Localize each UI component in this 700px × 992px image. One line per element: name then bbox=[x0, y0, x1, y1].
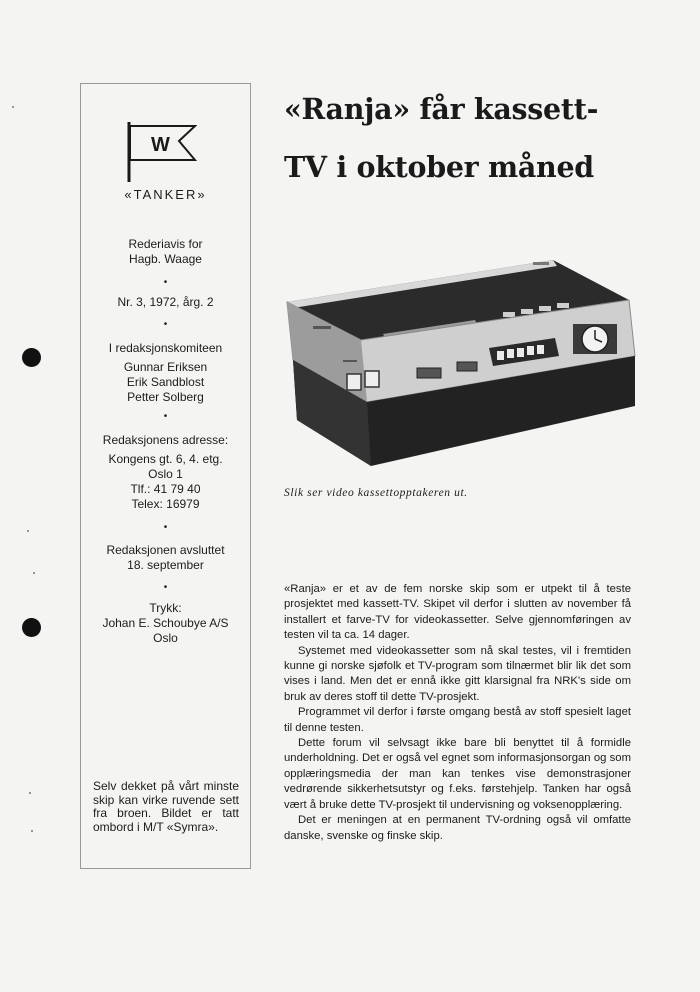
printer: Trykk: Johan E. Schoubye A/S Oslo bbox=[102, 601, 229, 645]
binder-hole-top bbox=[22, 348, 41, 367]
issue-number: Nr. 3, 1972, årg. 2 bbox=[117, 295, 214, 309]
paragraph: «Ranja» er et av de fem norske skip som er utpekt til å teste prosjektet med kassett-TV. Skipet vil derfor i slutten av november få installert et farve-TV for videokassetter. Selve gjennomføringen av testen vil ta ca. 14 dager. bbox=[284, 583, 631, 642]
editorial-address: Redaksjonens adresse: Kongens gt. 6, 4. etg. Oslo 1 Tlf.: 41 79 40 Telex: 16979 bbox=[102, 433, 229, 511]
publisher: Rederiavis for Hagb. Waage bbox=[128, 237, 203, 266]
flag-letter: W bbox=[151, 134, 170, 156]
separator-dot: • bbox=[163, 582, 168, 593]
committee: I redaksjonskomiteen Gunnar Eriksen Erik Sandblost Petter Solberg bbox=[108, 341, 223, 404]
separator-dot: • bbox=[163, 411, 168, 422]
scan-speck bbox=[33, 572, 35, 574]
shipping-flag-logo bbox=[127, 120, 197, 184]
paragraph: Systemet med videokassetter som nå skal testes, vil i fremtiden kunne gi norske sjøfolk et TV-program som tilnærmet blir lik det som vises i land. Men det er ennå ikke gitt klarsignal fra NRK's side om bruk av deres stoff til dette TV-prosjekt. bbox=[284, 644, 631, 703]
article-body bbox=[284, 582, 631, 844]
photo-caption: Slik ser video kassettopptakeren ut. bbox=[284, 487, 468, 499]
scan-speck bbox=[29, 792, 31, 794]
paragraph: Det er meningen at en permanent TV-ordning også vil omfatte danske, svenske og finske skip. bbox=[284, 814, 631, 842]
binder-hole-bottom bbox=[22, 618, 41, 637]
paper-name: «TANKER» bbox=[124, 187, 207, 202]
scan-speck bbox=[27, 530, 29, 532]
scan-speck bbox=[31, 830, 33, 832]
paragraph: Programmet vil derfor i første omgang bestå av stoff spesielt laget til denne testen. bbox=[284, 706, 631, 734]
paragraph: Dette forum vil selvsagt ikke bare bli benyttet til å formidle underholdning. Det er også vel egnet som informasjonsorgan og som opplæringsmedia der man kan tenkes vise demonstrasjoner vedrørende sikkerhetsutstyr og f.eks. førstehjelp. Tanken har også vært å bruke dette TV-prosjekt til undervisning og voksenopplæring. bbox=[284, 737, 631, 811]
separator-dot: • bbox=[163, 319, 168, 330]
separator-dot: • bbox=[163, 277, 168, 288]
scan-speck bbox=[12, 106, 14, 108]
video-cassette-recorder-photo bbox=[283, 256, 639, 470]
masthead-box bbox=[80, 83, 251, 869]
separator-dot: • bbox=[163, 522, 168, 533]
article-headline: «Ranja» får kassett- TV i oktober måned bbox=[284, 92, 599, 184]
deadline: Redaksjonen avsluttet 18. september bbox=[106, 543, 225, 572]
cover-photo-caption: Selv dekket på vårt minste skip kan virke ruvende sett fra broen. Bildet er tatt ombord i M/T «Symra». bbox=[93, 779, 239, 834]
